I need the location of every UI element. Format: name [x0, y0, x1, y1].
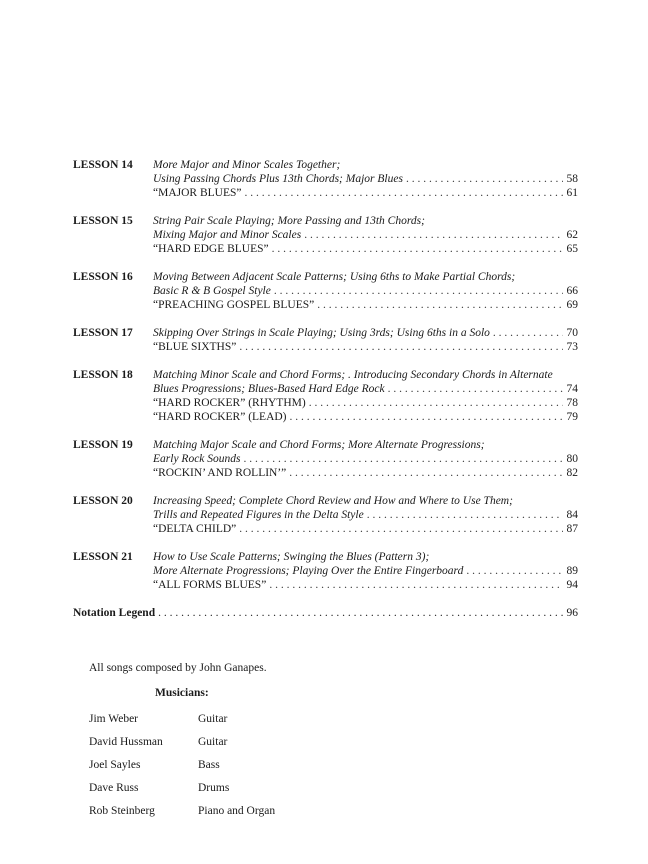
lesson-topic-line	[153, 326, 578, 340]
musician-instrument: Guitar	[198, 713, 228, 725]
page-number: 84	[566, 509, 578, 521]
dot-leader	[304, 228, 563, 242]
lesson-contents	[153, 438, 578, 480]
lesson-entry	[73, 326, 578, 354]
lesson-entry	[73, 494, 578, 536]
topic-text: Skipping Over Strings in Scale Playing; Using 3rds; Using 6ths in a Solo	[153, 327, 490, 339]
musician-list	[89, 712, 389, 818]
topic-text: Early Rock Sounds	[153, 453, 241, 465]
song-title-line	[153, 340, 578, 354]
page-number: 74	[566, 383, 578, 395]
lesson-entry	[73, 214, 578, 256]
song-title: “DELTA CHILD”	[153, 523, 237, 535]
lesson-topic-line	[153, 228, 578, 242]
musician-instrument: Bass	[198, 759, 220, 771]
topic-text: Moving Between Adjacent Scale Patterns; Using 6ths to Make Partial Chords;	[153, 271, 516, 283]
song-title-line	[153, 186, 578, 200]
lesson-label: LESSON 18	[73, 369, 133, 381]
page-number: 62	[566, 229, 578, 241]
notation-legend-entry	[73, 606, 578, 620]
lesson-topic-line	[153, 494, 578, 508]
page-number: 61	[566, 187, 578, 199]
lesson-label: LESSON 21	[73, 551, 133, 563]
dot-leader	[158, 606, 563, 620]
lesson-contents	[153, 494, 578, 536]
page-number: 58	[566, 173, 578, 185]
topic-text: Mixing Major and Minor Scales	[153, 229, 302, 241]
topic-text: Matching Minor Scale and Chord Forms; . Introducing Secondary Chords in Alternate	[153, 369, 553, 381]
musician-name: Rob Steinberg	[89, 805, 155, 817]
lesson-entry	[73, 158, 578, 200]
page-number: 82	[566, 467, 578, 479]
lesson-label: LESSON 17	[73, 327, 133, 339]
lesson-contents	[153, 368, 578, 424]
notation-legend-label: Notation Legend	[73, 607, 156, 619]
page-number: 66	[566, 285, 578, 297]
dot-leader	[406, 172, 563, 186]
musician-row	[89, 804, 389, 818]
lesson-topic-line	[153, 508, 578, 522]
musician-row	[89, 781, 389, 795]
page-number: 69	[566, 299, 578, 311]
topic-text: Basic R & B Gospel Style	[153, 285, 271, 297]
lesson-topic-line	[153, 284, 578, 298]
song-title: “ROCKIN’ AND ROLLIN’”	[153, 467, 287, 479]
musician-instrument: Drums	[198, 782, 230, 794]
topic-text: Trills and Repeated Figures in the Delta Style	[153, 509, 364, 521]
dot-leader	[239, 340, 563, 354]
song-title-line	[153, 466, 578, 480]
musician-name: Joel Sayles	[89, 759, 141, 771]
composer-credit: All songs composed by John Ganapes.	[89, 662, 267, 674]
lesson-topic-line	[153, 438, 578, 452]
page-number: 78	[566, 397, 578, 409]
lesson-contents	[153, 326, 578, 354]
song-title: “ALL FORMS BLUES”	[153, 579, 267, 591]
song-title: “MAJOR BLUES”	[153, 187, 242, 199]
dot-leader	[493, 326, 563, 340]
song-title-line	[153, 396, 578, 410]
song-title-line	[153, 242, 578, 256]
credits-section	[89, 661, 389, 818]
dot-leader	[269, 578, 563, 592]
dot-leader	[244, 452, 563, 466]
lesson-entry	[73, 270, 578, 312]
musician-instrument: Guitar	[198, 736, 228, 748]
song-title: “HARD ROCKER” (RHYTHM)	[153, 397, 306, 409]
musician-name: Jim Weber	[89, 713, 139, 725]
dot-leader	[239, 522, 563, 536]
topic-text: Blues Progressions; Blues-Based Hard Edge Rock	[153, 383, 385, 395]
topic-text: Using Passing Chords Plus 13th Chords; Major Blues	[153, 173, 403, 185]
lesson-topic-line	[153, 550, 578, 564]
lesson-contents	[153, 270, 578, 312]
topic-text: More Alternate Progressions; Playing Over the Entire Fingerboard	[153, 565, 464, 577]
dot-leader	[274, 284, 563, 298]
dot-leader	[272, 242, 563, 256]
lesson-entry	[73, 368, 578, 424]
dot-leader	[317, 298, 563, 312]
song-title: “BLUE SIXTHS”	[153, 341, 237, 353]
song-title: “HARD ROCKER” (LEAD)	[153, 411, 287, 423]
song-title: “PREACHING GOSPEL BLUES”	[153, 299, 315, 311]
dot-leader	[367, 508, 563, 522]
song-title: “HARD EDGE BLUES”	[153, 243, 269, 255]
lesson-label: LESSON 16	[73, 271, 133, 283]
lesson-topic-line	[153, 564, 578, 578]
lesson-topic-line	[153, 368, 578, 382]
lesson-label: LESSON 20	[73, 495, 133, 507]
page-number: 94	[566, 579, 578, 591]
song-title-line	[153, 522, 578, 536]
page-number: 70	[566, 327, 578, 339]
musicians-heading: Musicians:	[155, 687, 209, 699]
page-number: 73	[566, 341, 578, 353]
song-title-line	[153, 298, 578, 312]
page-number: 65	[566, 243, 578, 255]
topic-text: Increasing Speed; Complete Chord Review and How and Where to Use Them;	[153, 495, 513, 507]
lesson-topic-line	[153, 270, 578, 284]
lesson-contents	[153, 158, 578, 200]
lesson-entry	[73, 438, 578, 480]
dot-leader	[289, 466, 563, 480]
lesson-label: LESSON 19	[73, 439, 133, 451]
musician-row	[89, 712, 389, 726]
musician-instrument: Piano and Organ	[198, 805, 276, 817]
lesson-label: LESSON 15	[73, 215, 133, 227]
page-number: 79	[566, 411, 578, 423]
page-number: 96	[566, 607, 578, 619]
musician-row	[89, 735, 389, 749]
page-number: 87	[566, 523, 578, 535]
dot-leader	[466, 564, 563, 578]
table-of-contents	[73, 158, 578, 620]
topic-text: Matching Major Scale and Chord Forms; More Alternate Progressions;	[153, 439, 485, 451]
lesson-entry	[73, 550, 578, 592]
dot-leader	[309, 396, 563, 410]
lesson-topic-line	[153, 214, 578, 228]
lesson-label: LESSON 14	[73, 159, 133, 171]
page-number: 89	[566, 565, 578, 577]
lesson-contents	[153, 550, 578, 592]
topic-text: String Pair Scale Playing; More Passing and 13th Chords;	[153, 215, 425, 227]
dot-leader	[388, 382, 563, 396]
lesson-topic-line	[153, 382, 578, 396]
page-number: 80	[566, 453, 578, 465]
topic-text: How to Use Scale Patterns; Swinging the Blues (Pattern 3);	[153, 551, 430, 563]
song-title-line	[153, 578, 578, 592]
dot-leader	[245, 186, 564, 200]
musician-name: Dave Russ	[89, 782, 139, 794]
dot-leader	[290, 410, 563, 424]
topic-text: More Major and Minor Scales Together;	[153, 159, 341, 171]
musician-name: David Hussman	[89, 736, 163, 748]
lesson-topic-line	[153, 158, 578, 172]
song-title-line	[153, 410, 578, 424]
lesson-contents	[153, 214, 578, 256]
lesson-topic-line	[153, 452, 578, 466]
lesson-topic-line	[153, 172, 578, 186]
musician-row	[89, 758, 389, 772]
